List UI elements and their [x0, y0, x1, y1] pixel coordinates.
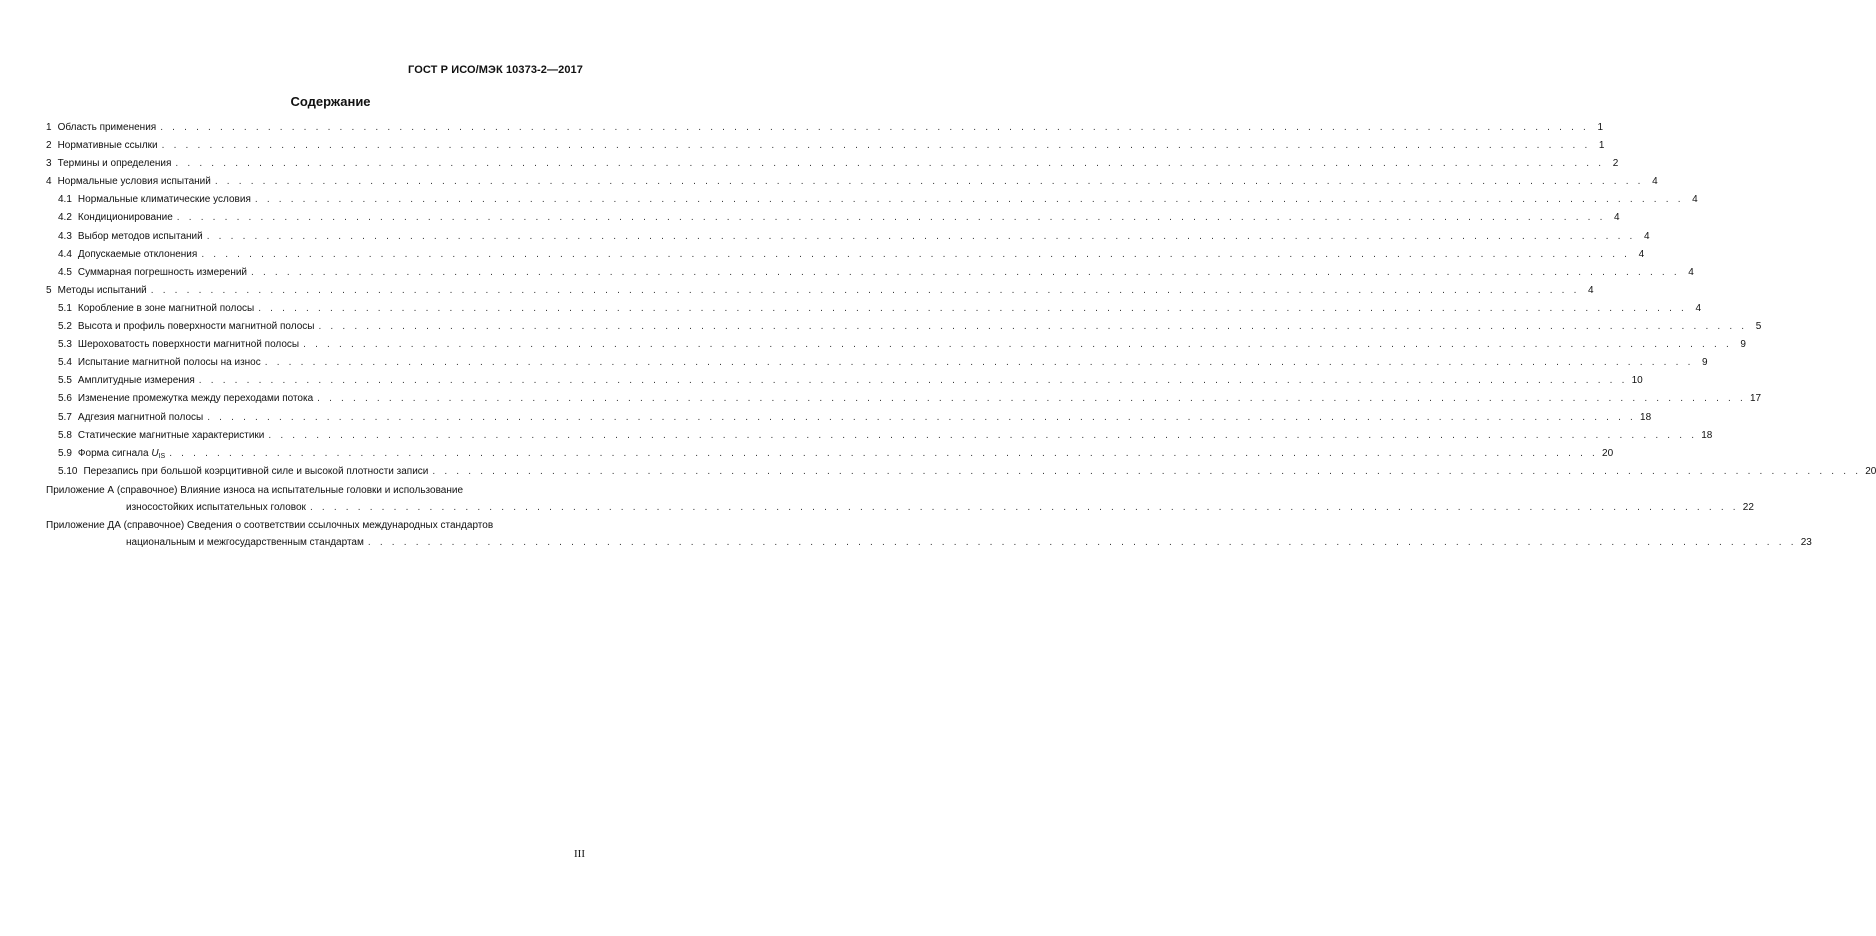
section-title — [78, 191, 251, 209]
toc-entry[interactable] — [46, 173, 1658, 191]
dot-leader: . . . . . . . . . . . . . . . . . . . . . . . . . . . . . . . . . . . . . . . . . . . . . . . . . . . . . . . . . . . . . . . . . . . . . . . . . . . . . . . . . . . . . . . . . . . . . . . . . . . . . . . . . . . . . . . . . . . . . . . . — [176, 212, 1606, 224]
section-title-text: Адгезия магнитной полосы — [77, 411, 204, 423]
section-title — [78, 390, 313, 408]
section-title — [58, 155, 172, 173]
toc-entry[interactable] — [46, 155, 1619, 173]
section-number: 4.3 — [58, 230, 72, 242]
toc-entry[interactable] — [46, 445, 1614, 463]
section-number: 5.5 — [58, 375, 72, 387]
toc-entry[interactable] — [46, 300, 1702, 318]
section-title-text: Кондиционирование — [77, 212, 173, 224]
toc-entry[interactable] — [46, 282, 1594, 300]
section-title — [78, 409, 203, 427]
toc-entry[interactable] — [46, 372, 1643, 390]
appendix-title-line1: Приложение А (справочное) Влияние износа на испытательные головки и использование — [46, 484, 464, 496]
appendix-page-number: 23 — [1800, 536, 1812, 548]
section-number: 5.6 — [58, 393, 72, 405]
page-number-folio: III — [574, 848, 585, 860]
section-page-number: 5 — [1755, 321, 1762, 333]
section-number: 3 — [46, 158, 52, 170]
toc-entry[interactable] — [46, 390, 1762, 408]
section-page-number: 4 — [1588, 284, 1594, 296]
section-number: 2 — [46, 140, 52, 152]
section-title — [58, 173, 211, 191]
toc-entry[interactable] — [46, 119, 1604, 137]
section-number: 5.4 — [58, 357, 72, 369]
section-title-text: Выбор методов испытаний — [77, 230, 203, 242]
section-page-number: 2 — [1612, 158, 1619, 170]
section-title-text: Термины и определения — [57, 158, 172, 170]
appendix-title-line2: национальным и межгосударственным стандартам — [126, 536, 364, 548]
section-title — [58, 137, 158, 155]
section-title-text: Нормативные ссылки — [57, 140, 158, 152]
section-title — [78, 427, 264, 445]
appendix-title-line1: Приложение ДА (справочное) Сведения о соответствии ссылочных международных стандартов — [46, 519, 494, 531]
section-page-number: 17 — [1749, 393, 1762, 405]
section-page-number: 18 — [1640, 411, 1652, 423]
section-page-number: 20 — [1865, 465, 1876, 477]
section-title — [78, 318, 315, 336]
section-number: 4.4 — [58, 248, 72, 260]
dot-leader: . . . . . . . . . . . . . . . . . . . . . . . . . . . . . . . . . . . . . . . . . . . . . . . . . . . . . . . . . . . . . . . . . . . . . . . . . . . . . . . . . . . . . . . . . . . . . . . . . . . . . . . . . . . . . . . . . . . . . . . . — [201, 248, 1631, 260]
section-title — [78, 264, 247, 282]
section-title-text: Методы испытаний — [57, 284, 147, 296]
dot-leader: . . . . . . . . . . . . . . . . . . . . . . . . . . . . . . . . . . . . . . . . . . . . . . . . . . . . . . . . . . . . . . . . . . . . . . . . . . . . . . . . . . . . . . . . . . . . . . . . . . . . . . . . . . . . . . . . . . . . . . . . — [198, 375, 1628, 387]
section-title-text: Нормальные климатические условия — [77, 194, 251, 206]
table-of-contents — [46, 119, 1876, 551]
section-page-number: 4 — [1688, 266, 1694, 278]
section-page-number: 4 — [1638, 248, 1645, 260]
section-page-number: 18 — [1701, 429, 1713, 441]
section-title-text: Изменение промежутка между переходами потока — [77, 393, 314, 405]
dot-leader: . . . . . . . . . . . . . . . . . . . . . . . . . . . . . . . . . . . . . . . . . . . . . . . . . . . . . . . . . . . . . . . . . . . . . . . . . . . . . . . . . . . . . . . . . . . . . . . . . . . . . . . . . . . . . . . . . . . . . . . . — [251, 266, 1680, 278]
section-number: 5.10 — [58, 465, 78, 477]
section-number: 5.1 — [58, 302, 72, 314]
dot-leader: . . . . . . . . . . . . . . . . . . . . . . . . . . . . . . . . . . . . . . . . . . . . . . . . . . . . . . . . . . . . . . . . . . . . . . . . . . . . . . . . . . . . . . . . . . . . . . . . . . . . . . . . . . . . . . . . . . . . . . . . — [309, 501, 1739, 513]
section-title — [78, 209, 173, 227]
toc-entry[interactable] — [46, 228, 1650, 246]
section-number: 4.5 — [58, 266, 72, 278]
toc-entry[interactable] — [46, 246, 1645, 264]
document-code-header: ГОСТ Р ИСО/МЭК 10373-2—2017 — [408, 64, 583, 76]
section-title-text: Коробление в зоне магнитной полосы — [77, 302, 255, 314]
section-title-text: Допускаемые отклонения — [77, 248, 198, 260]
dot-leader: . . . . . . . . . . . . . . . . . . . . . . . . . . . . . . . . . . . . . . . . . . . . . . . . . . . . . . . . . . . . . . . . . . . . . . . . . . . . . . . . . . . . . . . . . . . . . . . . . . . . . . . . . . . . . . . . . . . . . . . . — [317, 393, 1746, 405]
section-title-text: Суммарная погрешность измерений — [77, 266, 248, 278]
dot-leader: . . . . . . . . . . . . . . . . . . . . . . . . . . . . . . . . . . . . . . . . . . . . . . . . . . . . . . . . . . . . . . . . . . . . . . . . . . . . . . . . . . . . . . . . . . . . . . . . . . . . . . . . . . . . . . . . . . . . . . . . — [258, 302, 1688, 314]
section-number: 5.8 — [58, 429, 72, 441]
section-page-number: 4 — [1643, 230, 1650, 242]
section-title-text: Шероховатость поверхности магнитной полосы — [77, 339, 300, 351]
symbol-subscript: IS — [158, 452, 166, 460]
section-page-number: 1 — [1598, 140, 1605, 152]
dot-leader: . . . . . . . . . . . . . . . . . . . . . . . . . . . . . . . . . . . . . . . . . . . . . . . . . . . . . . . . . . . . . . . . . . . . . . . . . . . . . . . . . . . . . . . . . . . . . . . . . . . . . . . . . . . . . . . . . . . . . . . . — [268, 429, 1698, 441]
toc-entry[interactable] — [46, 409, 1652, 427]
section-number: 4.1 — [58, 194, 72, 206]
section-title-text: Перезапись при большой коэрцитивной силе и высокой плотности записи — [83, 465, 429, 477]
section-page-number: 9 — [1740, 339, 1746, 351]
section-title — [78, 228, 203, 246]
section-page-number: 1 — [1597, 122, 1604, 133]
toc-entry[interactable] — [46, 137, 1605, 155]
appendix-title-line2-row — [46, 499, 1754, 516]
section-title-text: Нормальные условия испытаний — [57, 176, 211, 188]
section-title-text: Форма сигнала — [77, 447, 152, 459]
section-page-number: 4 — [1652, 176, 1658, 188]
section-title-text: Статические магнитные характеристики — [77, 429, 265, 441]
toc-entry[interactable] — [46, 318, 1762, 336]
dot-leader: . . . . . . . . . . . . . . . . . . . . . . . . . . . . . . . . . . . . . . . . . . . . . . . . . . . . . . . . . . . . . . . . . . . . . . . . . . . . . . . . . . . . . . . . . . . . . . . . . . . . . . . . . . . . . . . . . . . . . . . . — [432, 465, 1862, 477]
dot-leader: . . . . . . . . . . . . . . . . . . . . . . . . . . . . . . . . . . . . . . . . . . . . . . . . . . . . . . . . . . . . . . . . . . . . . . . . . . . . . . . . . . . . . . . . . . . . . . . . . . . . . . . . . . . . . . . . . . . . . . . . — [150, 284, 1580, 296]
section-number: 5.2 — [58, 321, 72, 333]
section-number: 4.2 — [58, 212, 72, 224]
section-number: 5.7 — [58, 411, 72, 423]
section-title — [78, 246, 197, 264]
section-title-text: Высота и профиль поверхности магнитной полосы — [77, 321, 315, 333]
section-page-number: 4 — [1695, 302, 1702, 314]
toc-entry[interactable] — [46, 463, 1876, 481]
toc-entry[interactable] — [46, 191, 1698, 209]
section-page-number: 4 — [1692, 194, 1698, 206]
section-page-number: 9 — [1702, 357, 1708, 369]
dot-leader: . . . . . . . . . . . . . . . . . . . . . . . . . . . . . . . . . . . . . . . . . . . . . . . . . . . . . . . . . . . . . . . . . . . . . . . . . . . . . . . . . . . . . . . . . . . . . . . . . . . . . . . . . . . . . . . . . . . . . . . . — [169, 447, 1599, 459]
toc-appendix-entry[interactable] — [46, 482, 1754, 516]
toc-entry[interactable] — [46, 427, 1713, 445]
section-title — [58, 119, 157, 137]
section-title-text: Амплитудные измерения — [77, 375, 195, 387]
section-number: 5 — [46, 284, 52, 296]
dot-leader: . . . . . . . . . . . . . . . . . . . . . . . . . . . . . . . . . . . . . . . . . . . . . . . . . . . . . . . . . . . . . . . . . . . . . . . . . . . . . . . . . . . . . . . . . . . . . . . . . . . . . . . . . . . . . . . . . . . . . . . . — [303, 339, 1732, 351]
section-title — [58, 282, 147, 300]
section-page-number: 4 — [1614, 212, 1620, 224]
dot-leader: . . . . . . . . . . . . . . . . . . . . . . . . . . . . . . . . . . . . . . . . . . . . . . . . . . . . . . . . . . . . . . . . . . . . . . . . . . . . . . . . . . . . . . . . . . . . . . . . . . . . . . . . . . . . . . . . . . . . . . . . — [264, 357, 1694, 369]
section-number: 5.3 — [58, 339, 72, 351]
section-page-number: 10 — [1631, 375, 1643, 387]
section-number: 4 — [46, 176, 52, 188]
section-number: 5.9 — [58, 447, 72, 459]
section-title — [78, 336, 299, 354]
appendix-page-number: 22 — [1742, 501, 1754, 513]
symbol-U: U — [151, 447, 159, 459]
dot-leader: . . . . . . . . . . . . . . . . . . . . . . . . . . . . . . . . . . . . . . . . . . . . . . . . . . . . . . . . . . . . . . . . . . . . . . . . . . . . . . . . . . . . . . . . . . . . . . . . . . . . . . . . . . . . . . . . . . . . . . . . — [254, 194, 1684, 206]
section-title-text: Испытание магнитной полосы на износ — [77, 357, 261, 369]
toc-entry[interactable] — [46, 264, 1694, 282]
toc-appendix-entry[interactable] — [46, 517, 1812, 551]
dot-leader: . . . . . . . . . . . . . . . . . . . . . . . . . . . . . . . . . . . . . . . . . . . . . . . . . . . . . . . . . . . . . . . . . . . . . . . . . . . . . . . . . . . . . . . . . . . . . . . . . . . . . . . . . . . . . . . . . . . . . . . . — [367, 536, 1797, 548]
section-page-number: 20 — [1602, 447, 1614, 459]
section-title — [78, 372, 195, 390]
dot-leader: . . . . . . . . . . . . . . . . . . . . . . . . . . . . . . . . . . . . . . . . . . . . . . . . . . . . . . . . . . . . . . . . . . . . . . . . . . . . . . . . . . . . . . . . . . . . . . . . . . . . . . . . . . . . . . . . . . . . . . . . — [206, 230, 1636, 242]
toc-entry[interactable] — [46, 209, 1620, 227]
section-title-text: Область применения — [57, 122, 157, 133]
section-title — [78, 354, 261, 372]
dot-leader: . . . . . . . . . . . . . . . . . . . . . . . . . . . . . . . . . . . . . . . . . . . . . . . . . . . . . . . . . . . . . . . . . . . . . . . . . . . . . . . . . . . . . . . . . . . . . . . . . . . . . . . . . . . . . . . . . . . . . . . . — [160, 122, 1590, 133]
dot-leader: . . . . . . . . . . . . . . . . . . . . . . . . . . . . . . . . . . . . . . . . . . . . . . . . . . . . . . . . . . . . . . . . . . . . . . . . . . . . . . . . . . . . . . . . . . . . . . . . . . . . . . . . . . . . . . . . . . . . . . . . — [207, 411, 1637, 423]
toc-entry[interactable] — [46, 336, 1746, 354]
section-title — [83, 463, 428, 481]
appendix-title-line2: износостойких испытательных головок — [126, 501, 306, 513]
dot-leader: . . . . . . . . . . . . . . . . . . . . . . . . . . . . . . . . . . . . . . . . . . . . . . . . . . . . . . . . . . . . . . . . . . . . . . . . . . . . . . . . . . . . . . . . . . . . . . . . . . . . . . . . . . . . . . . . . . . . . . . . — [214, 176, 1644, 188]
toc-entry[interactable] — [46, 354, 1708, 372]
dot-leader: . . . . . . . . . . . . . . . . . . . . . . . . . . . . . . . . . . . . . . . . . . . . . . . . . . . . . . . . . . . . . . . . . . . . . . . . . . . . . . . . . . . . . . . . . . . . . . . . . . . . . . . . . . . . . . . . . . . . . . . . — [318, 321, 1748, 333]
dot-leader: . . . . . . . . . . . . . . . . . . . . . . . . . . . . . . . . . . . . . . . . . . . . . . . . . . . . . . . . . . . . . . . . . . . . . . . . . . . . . . . . . . . . . . . . . . . . . . . . . . . . . . . . . . . . . . . . . . . . . . . . — [161, 140, 1591, 152]
section-number: 1 — [46, 122, 52, 133]
page-title: Содержание — [290, 94, 371, 109]
section-title — [78, 300, 254, 318]
appendix-title-line2-row — [46, 534, 1812, 551]
dot-leader: . . . . . . . . . . . . . . . . . . . . . . . . . . . . . . . . . . . . . . . . . . . . . . . . . . . . . . . . . . . . . . . . . . . . . . . . . . . . . . . . . . . . . . . . . . . . . . . . . . . . . . . . . . . . . . . . . . . . . . . . — [175, 158, 1605, 170]
